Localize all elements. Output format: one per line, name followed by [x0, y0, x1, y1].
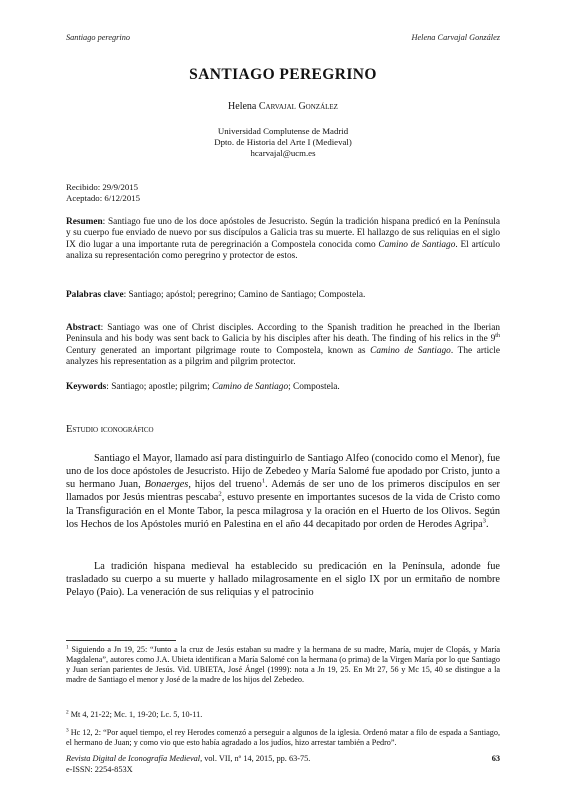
journal-citation — [66, 754, 500, 765]
author-name — [0, 101, 566, 112]
affiliation-university: Universidad Complutense de Madrid — [217, 126, 349, 136]
paragraph-1-text: Santiago el Mayor, llamado así para distinguirlo de Santiago Alfeo (conocido como el Menor), fue uno de los doce apóstoles de Jesucristo. Hijo de Zebedeo y María Salomé fue apodado por Cristo, junto a su hermano Juan, — [66, 453, 500, 491]
page-footer — [66, 754, 500, 775]
abstract-english-italic: Camino de Santiago — [370, 345, 451, 356]
keywords-spanish-label: Palabras clave — [66, 290, 124, 300]
keywords-english-text: : Santiago; apostle; pilgrim; — [106, 382, 213, 392]
keywords-english — [66, 382, 500, 393]
footnote-divider — [66, 640, 176, 641]
author-last-name: Carvajal González — [258, 101, 338, 112]
running-header-right: Helena Carvajal González — [411, 33, 500, 42]
footnote-2-text: Mt 4, 21-22; Mc. 1, 19-20; Lc. 5, 10-11. — [68, 710, 203, 719]
accepted-date: Aceptado: 6/12/2015 — [66, 193, 141, 203]
body-paragraph-1 — [66, 452, 500, 531]
keywords-spanish-text: : Santiago; apóstol; peregrino; Camino de Santiago; Compostela. — [123, 290, 366, 300]
abstract-english-text: : Santiago was one of Christ disciples. According to the Spanish tradition he preached in the Iberian Peninsula and his body was sent back to Galicia by his disciples after his death. The finding of his relics in the 9 — [66, 323, 500, 345]
journal-name: Revista Digital de Iconografía Medieval — [66, 754, 201, 763]
footnote-3-text: Hc 12, 2: “Por aquel tiempo, el rey Herodes comenzó a perseguir a algunos de la iglesia. Ordenó matar a filo de espada a Santiago, el hermano de Juan; y como vio que esto había agradado a los judíos, hizo arrestar también a Pedro”. — [66, 728, 500, 747]
footnote-3 — [66, 728, 500, 748]
paragraph-1-text-e: . — [485, 518, 489, 530]
paragraph-1-text-d: , estuvo presente en importantes sucesos de la vida de Cristo como la Transfiguración en el Monte Tabor, la pesca milagrosa y la oración en el Huerto de los Olivos. Según los Hechos de los Apóstoles murió en Palestina en el año 44 decapitado por orden de Herodes Agripa — [66, 492, 500, 530]
footnote-2-number: 2 — [66, 709, 69, 716]
article-title: SANTIAGO PEREGRINO — [189, 66, 377, 83]
abstract-spanish-italic: Camino de Santiago — [378, 239, 456, 250]
footnote-ref-2[interactable]: 2 — [218, 491, 222, 499]
affiliation-department: Dpto. de Historia del Arte I (Medieval) — [214, 137, 352, 147]
paragraph-1-text-c: . Además de ser uno de los primeros discípulos en ser llamados por Jesús mientras pescaba — [66, 479, 500, 504]
journal-issn: e-ISSN: 2254-853X — [66, 764, 133, 774]
footnote-1 — [66, 645, 500, 685]
footnote-ref-3[interactable]: 3 — [482, 517, 486, 525]
keywords-english-label: Keywords — [66, 382, 107, 392]
author-affiliation — [0, 126, 566, 159]
section-heading: Estudio iconográfico — [66, 424, 154, 435]
author-email: hcarvajal@ucm.es — [250, 148, 316, 158]
abstract-spanish — [66, 217, 500, 262]
abstract-spanish-label: Resumen — [66, 217, 103, 227]
author-first-name: Helena — [228, 101, 257, 112]
abstract-english-text-end: . The article analyzes his representation as a pilgrim and pilgrim protector. — [66, 345, 500, 367]
running-header-left: Santiago peregrino — [66, 33, 130, 42]
keywords-english-italic: Camino de Santiago — [212, 382, 289, 392]
keywords-spanish — [66, 290, 500, 301]
abstract-spanish-text: : Santiago fue uno de los doce apóstoles de Jesucristo. Según la tradición hispana predicó en la Península y su cuerpo fue enviado de nuevo por sus discípulos a Galicia tras su muerte. El hallazgo de sus reliquias en el siglo IX dio lugar a una importante ruta de peregrinación a Compostela conocida como — [66, 217, 500, 250]
abstract-english — [66, 323, 500, 368]
abstract-english-label: Abstract — [66, 323, 101, 333]
abstract-spanish-text-end: . El artículo analiza su representación como peregrino y protector de estos. — [66, 239, 500, 261]
footnote-1-text: Siguiendo a Jn 19, 25: “Junto a la cruz de Jesús estaban su madre y la hermana de su madre, María, mujer de Clopás, y María Magdalena”, autores como J.A. Ubieta identifican a María Salomé con la hermana (o prima) de la Virgen María por lo que Santiago y Juan serían parientes de Jesús. Vid. UBIETA, José Ángel (1999): nota a Jn 19, 25. En Mt 27, 56 y Mc 15, 40 se distingue a la madre de Santiago el menor y José de la madre de los hijos del Zebedeo. — [66, 645, 500, 684]
submission-dates — [66, 182, 500, 204]
paragraph-1-italic: Bonaerges — [144, 479, 189, 491]
footnote-1-number: 1 — [66, 644, 69, 651]
footnote-3-number: 3 — [66, 727, 69, 734]
body-paragraph-2: La tradición hispana medieval ha establecido su predicación en la Península, adonde fue trasladado su cuerpo a su muerte y hallado milagrosamente en el siglo IX por un ermitaño de nombre Pelayo (Paio). La veneración de sus reliquias y el patrocinio — [66, 561, 500, 599]
paragraph-1-text-b: , hijos del trueno — [188, 479, 262, 491]
ordinal-superscript: th — [495, 333, 500, 340]
page-number: 63 — [491, 754, 500, 763]
abstract-english-text-mid: Century generated an important pilgrimage route to Compostela, known as — [66, 345, 371, 356]
footnote-ref-1[interactable]: 1 — [261, 477, 266, 485]
footnote-2 — [66, 710, 500, 720]
journal-details: , vol. VII, nº 14, 2015, pp. 63-75. — [200, 754, 311, 763]
keywords-english-text-end: ; Compostela. — [288, 382, 340, 392]
received-date: Recibido: 29/9/2015 — [66, 182, 139, 192]
